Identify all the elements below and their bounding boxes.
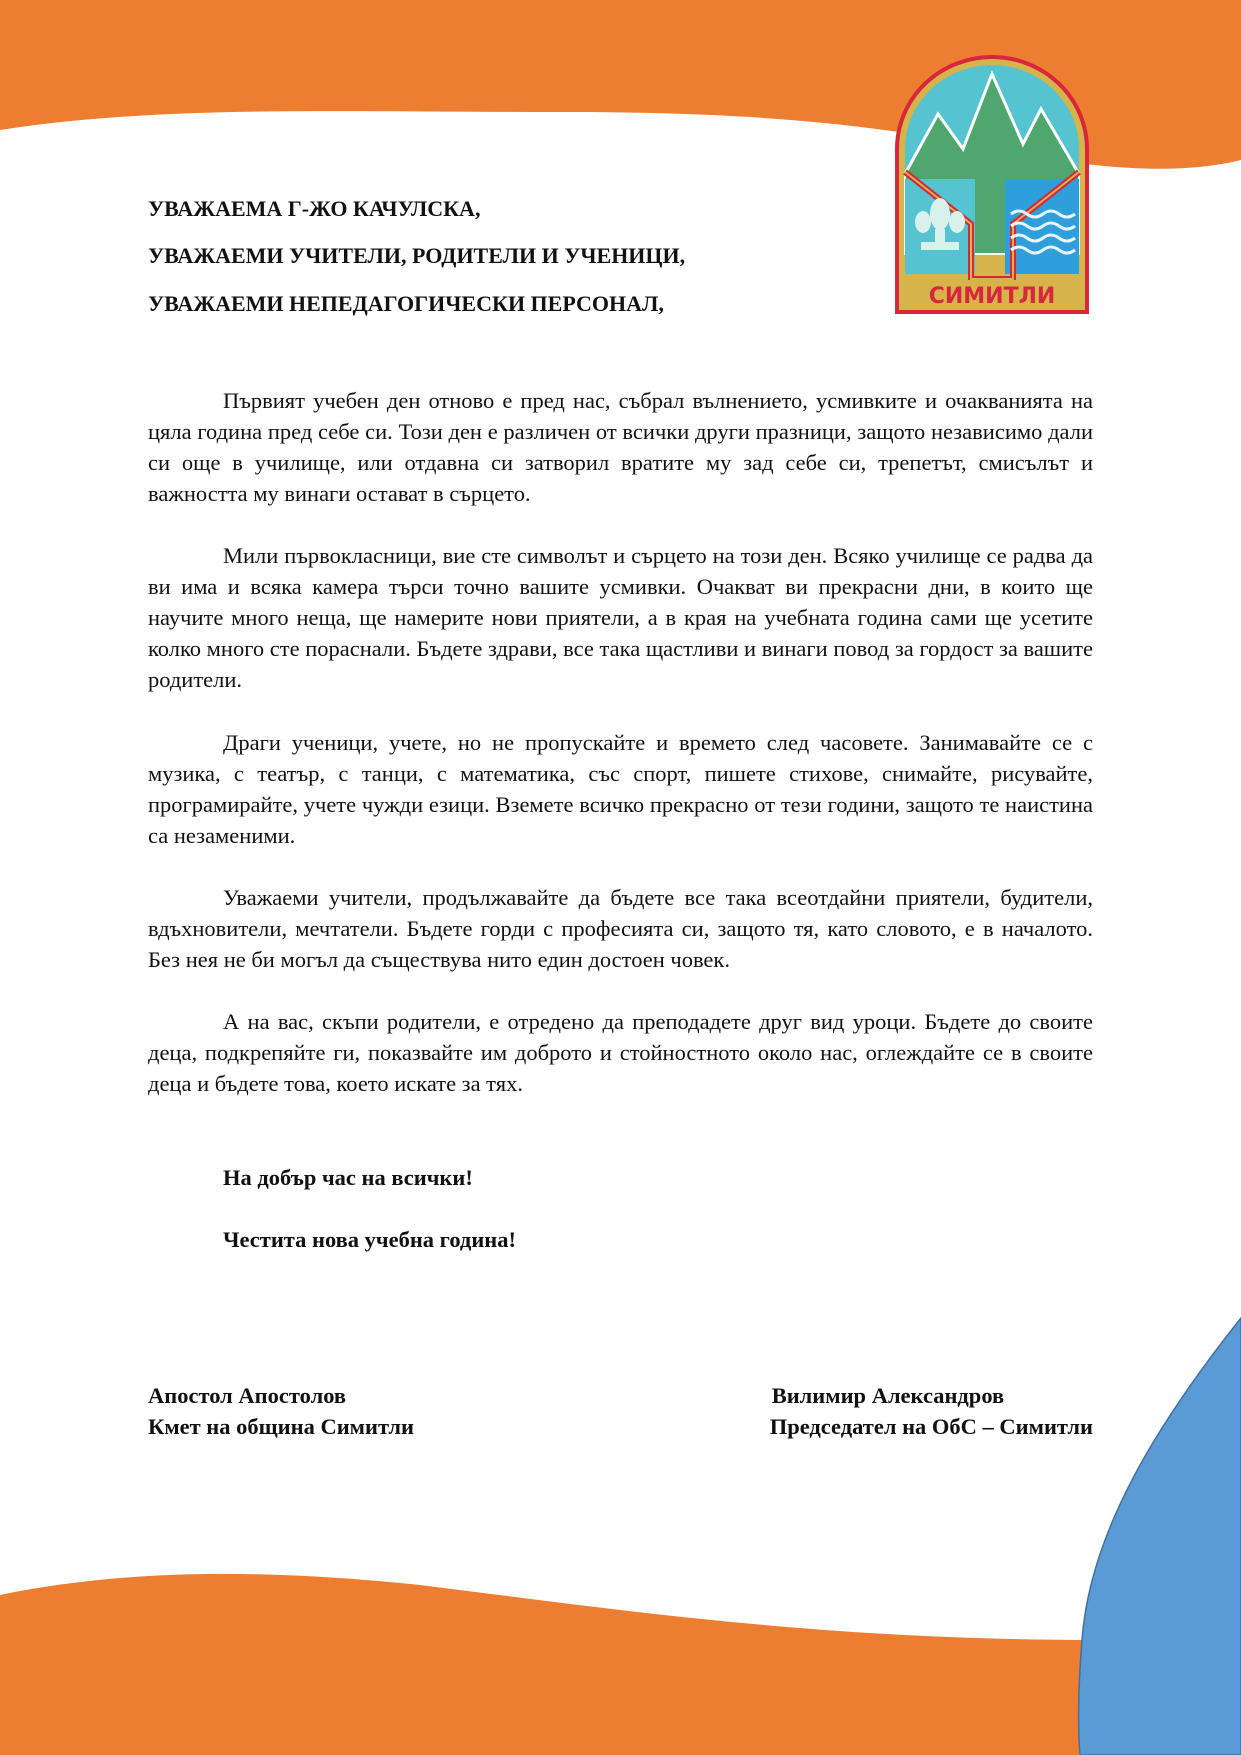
- paragraph-first-graders: Мили първокласници, вие сте символът и сърцето на този ден. Всяко училище се радва да ви има и всяка камера търси точно вашите усмивки. Очакват ви прекрасни дни, в които ще научите много неща, ще намерите нови приятели, а в края на учебната година сами ще усетите колко много сте пораснали. Бъдете здрави, все така щастливи и винаги повод за гордост за вашите родители.: [148, 543, 1093, 692]
- salutation-line-3: УВАЖАЕМИ НЕПЕДАГОГИЧЕСКИ ПЕРСОНАЛ,: [148, 291, 664, 316]
- signature-mayor-title: Кмет на община Симитли: [148, 1414, 415, 1439]
- simitli-coat-of-arms-logo: [893, 54, 1091, 318]
- bottom-right-blue-wave: [1079, 1318, 1241, 1755]
- salutation-line-2: УВАЖАЕМИ УЧИТЕЛИ, РОДИТЕЛИ И УЧЕНИЦИ,: [148, 243, 686, 268]
- signature-council-chair: [770, 1380, 1093, 1442]
- closing-line-2: Честита нова учебна година!: [223, 1227, 516, 1252]
- paragraph-parents: А на вас, скъпи родители, е отредено да преподадете друг вид уроци. Бъдете до своите деца, подкрепяйте ги, показвайте им доброто и стойностното около нас, оглеждайте се в своите деца и бъдете това, което искате за тях.: [148, 1009, 1093, 1096]
- signature-chair-title: Председател на ОбС – Симитли: [769, 1414, 1093, 1439]
- paragraph-teachers: Уважаеми учители, продължавайте да бъдете все така всеотдайни приятели, будители, вдъхновители, мечтатели. Бъдете горди с професията си, защото тя, като словото, е в началото. Без нея не би могъл да съществува нито един достоен човек.: [148, 885, 1093, 972]
- logo-text: СИМИТЛИ: [928, 284, 1056, 309]
- paragraph-students: Драги ученици, учете, но не пропускайте и времето след часовете. Занимавайте се с музика, с театър, с танци, с математика, със спорт, пишете стихове, снимайте, рисувайте, програмирайте, учете чужди езици. Вземете всичко прекрасно от тези години, защото те наистина са незаменими.: [148, 730, 1093, 848]
- signature-mayor: [148, 1380, 414, 1442]
- signature-chair-name: Вилимир Александров: [771, 1383, 1005, 1408]
- paragraph-first-day: Първият учебен ден отново е пред нас, събрал вълнението, усмивките и очакванията на цяла година пред себе си. Този ден е различен от всички други празници, защото независимо дали си още в училище, или отдавна си затворил вратите му зад себе си, трепетът, смисълът и важността му винаги остават в сърцето.: [148, 388, 1093, 506]
- bottom-orange-wave: [0, 1574, 1241, 1755]
- signature-mayor-name: Апостол Апостолов: [148, 1383, 347, 1408]
- salutation-line-1: УВАЖАЕМА Г-ЖО КАЧУЛСКА,: [148, 196, 481, 221]
- closing-line-1: На добър час на всички!: [223, 1165, 473, 1190]
